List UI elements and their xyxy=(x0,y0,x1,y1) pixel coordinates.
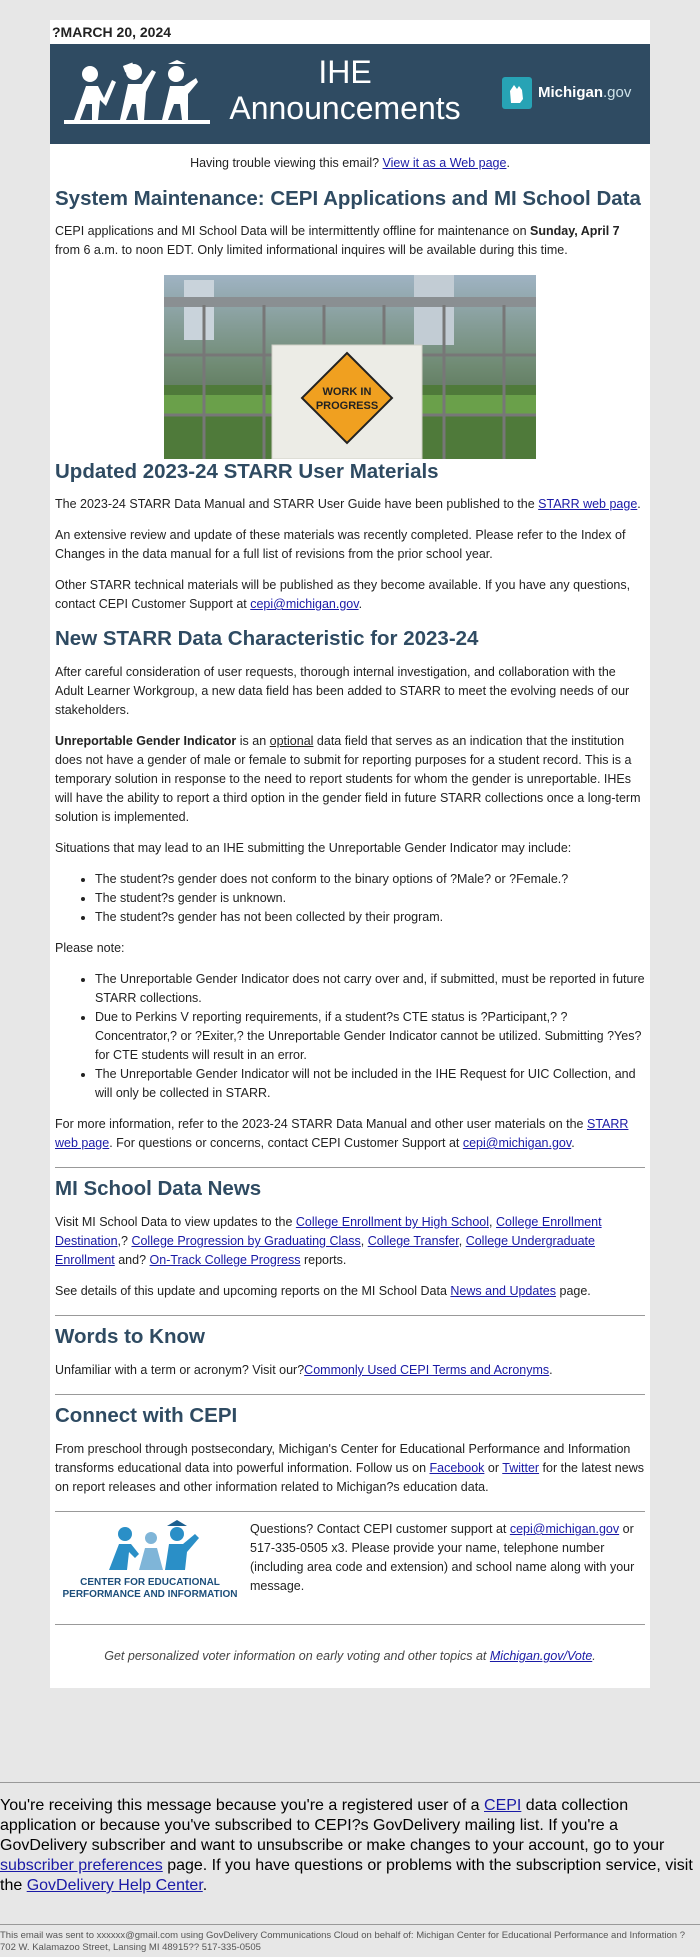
cepi-email-link-2[interactable]: cepi@michigan.gov xyxy=(462,1136,572,1150)
header-banner xyxy=(50,44,650,144)
misd-paragraph-2 xyxy=(55,1282,645,1301)
view-online-line xyxy=(55,156,645,176)
newchar-optional-underline: optional xyxy=(269,734,314,748)
maint-text-b: from 6 a.m. to noon EDT. Only limited informational inquires will be available during this time. xyxy=(55,243,568,257)
connect-p1-end: for the latest news on report releases and other information related to Michigan?s education data. xyxy=(55,1461,644,1494)
college-enrollment-by-high-school-link[interactable]: College Enrollment by High School xyxy=(295,1215,490,1229)
divider xyxy=(55,1167,645,1168)
sign-text-line2: PROGRESS xyxy=(315,400,379,412)
misd-p2-text: See details of this update and upcoming reports on the MI School Data xyxy=(55,1284,451,1298)
newchar-p5-mid: . For questions or concerns, contact CEPI Customer Support at xyxy=(109,1136,463,1150)
misd-sep: ,? xyxy=(117,1234,132,1248)
cepi-figures-icon xyxy=(95,1520,205,1572)
maint-date-bold: Sunday, April 7 xyxy=(530,224,620,238)
trouble-end: . xyxy=(506,156,510,170)
facebook-link[interactable]: Facebook xyxy=(429,1461,485,1475)
children-logo-icon xyxy=(64,60,210,124)
misd-sep: and? xyxy=(114,1253,150,1267)
college-transfer-link[interactable]: College Transfer xyxy=(367,1234,459,1248)
newchar-p2-b: data field that serves as an indication that the institution does not have a gender of male or female to submit for reporting purposes for a student record. This is a temporary solution in response to the need to report students for whom the gender is unreportable. IHEs will have the ability to report a third option in the gender field in future STARR collections once a long-term solution is implemented. xyxy=(55,734,641,824)
list-item: • The Unreportable Gender Indicator does not carry over and, if submitted, must be reported in future STARR collections. xyxy=(95,970,645,1008)
list-item: • The student?s gender has not been collected by their program. xyxy=(95,908,645,927)
newchar-paragraph-2 xyxy=(55,732,645,827)
michigan-word: Michigan xyxy=(538,84,604,101)
divider xyxy=(55,1511,645,1512)
maintenance-heading: System Maintenance: CEPI Applications and MI School Data xyxy=(55,187,641,210)
newchar-p2-a: is an xyxy=(236,734,270,748)
divider xyxy=(55,1394,645,1395)
on-track-college-progress-link[interactable]: On-Track College Progress xyxy=(149,1253,301,1267)
cepi-link[interactable]: CEPI xyxy=(484,1797,522,1814)
newchar-p5-text: For more information, refer to the 2023-24 STARR Data Manual and other user materials on the xyxy=(55,1117,587,1131)
footer-divider xyxy=(0,1782,700,1783)
connect-heading: Connect with CEPI xyxy=(55,1404,238,1427)
twitter-link[interactable]: Twitter xyxy=(502,1461,540,1475)
banner-title-line2: Announcements xyxy=(229,90,461,126)
maint-text-a: CEPI applications and MI School Data will be intermittently offline for maintenance on xyxy=(55,224,531,238)
misd-p1-text: Visit MI School Data to view updates to the xyxy=(55,1215,296,1229)
starr-p1-end: . xyxy=(637,497,641,511)
misd-p1-end: reports. xyxy=(300,1253,347,1267)
mi-school-data-heading: MI School Data News xyxy=(55,1177,262,1200)
maintenance-paragraph xyxy=(55,222,645,260)
contact-text-a: Questions? Contact CEPI customer support at xyxy=(250,1522,510,1536)
new-characteristic-heading: New STARR Data Characteristic for 2023-24 xyxy=(55,627,479,650)
words-p1-end: . xyxy=(549,1363,553,1377)
newchar-paragraph-1: After careful consideration of user requests, thorough internal investigation, and collaboration with the Adult Learner Workgroup, a new data field has been added to STARR to meet the evolving needs of our stakeholders. xyxy=(55,665,630,717)
cepi-logo xyxy=(55,1520,245,1601)
news-and-updates-link[interactable]: News and Updates xyxy=(450,1284,557,1298)
connect-p1-text: From preschool through postsecondary, Michigan's Center for Educational Performance and Information transforms educational data into powerful information. Follow us on xyxy=(55,1442,631,1475)
college-undergraduate-enrollment-link[interactable]: College Undergraduate Enrollment xyxy=(55,1234,595,1267)
issue-date: ?MARCH 20, 2024 xyxy=(52,24,172,40)
list-item: • The student?s gender does not conform to the binary options of ?Male? or ?Female.? xyxy=(95,870,645,889)
misd-sep: , xyxy=(458,1234,466,1248)
subscriber-preferences-link[interactable]: subscriber preferences xyxy=(0,1857,163,1874)
divider xyxy=(55,1315,645,1316)
footer-text-a: You're receiving this message because you're a registered user of a xyxy=(0,1797,485,1814)
starr-paragraph-3 xyxy=(55,576,645,614)
footer-text-b: data collection application or because you've subscribed to CEPI?s GovDelivery mailing list. If you're a GovDelivery subscriber and want to unsubscribe or make changes to your account, go to your xyxy=(0,1797,665,1854)
footer-divider-2 xyxy=(0,1924,700,1925)
vote-paragraph xyxy=(55,1647,645,1688)
work-in-progress-photo xyxy=(164,275,536,459)
starr-p3-text: Other STARR technical materials will be published as they become available. If you have any questions, contact CEPI Customer Support at xyxy=(55,578,631,611)
michigan-gov-logo[interactable] xyxy=(500,77,635,111)
vote-text: Get personalized voter information on early voting and other topics at xyxy=(104,1649,490,1663)
contact-paragraph xyxy=(250,1520,645,1596)
starr-p3-end: . xyxy=(358,597,363,611)
starr-paragraph-2: An extensive review and update of these materials was recently completed. Please refer to the Index of Changes in the data manual for a full list of revisions from the prior school year. xyxy=(55,528,626,561)
starr-web-page-link-2[interactable]: STARR web page xyxy=(55,1117,629,1150)
newchar-indicator-bold: Unreportable Gender Indicator xyxy=(55,734,237,748)
connect-or: or xyxy=(484,1461,503,1475)
divider xyxy=(55,1624,645,1625)
please-note: Please note: xyxy=(55,941,125,955)
gov-word: .gov xyxy=(603,84,632,101)
college-progression-link[interactable]: College Progression by Graduating Class xyxy=(131,1234,361,1248)
misd-paragraph-1 xyxy=(55,1213,645,1270)
vote-end: . xyxy=(592,1649,596,1663)
starr-p1-text: The 2023-24 STARR Data Manual and STARR User Guide have been published to the xyxy=(55,497,539,511)
michigan-gov-text xyxy=(538,84,631,101)
notes-list xyxy=(55,970,645,1103)
subscription-footer xyxy=(0,1796,700,1896)
list-item: • The Unreportable Gender Indicator will not be included in the IHE Request for UIC Collection, and will only be collected in STARR. xyxy=(95,1065,645,1103)
connect-paragraph xyxy=(55,1440,645,1497)
newchar-paragraph-5 xyxy=(55,1115,645,1153)
govdelivery-help-link[interactable]: GovDelivery Help Center xyxy=(26,1877,203,1894)
starr-web-page-link[interactable]: STARR web page xyxy=(538,497,638,511)
cepi-logo-line2: PERFORMANCE AND INFORMATION xyxy=(62,1589,238,1600)
michigan-mitten-icon xyxy=(502,77,532,109)
list-item: • Due to Perkins V reporting requirements, if a student?s CTE status is ?Participant,? ?Concentrator,? or ?Exiter,? the Unreportable Gender Indicator cannot be utilized. Submitting ?Yes? for CTE students will result in an error. xyxy=(95,1008,645,1065)
terms-and-acronyms-link[interactable]: Commonly Used CEPI Terms and Acronyms xyxy=(304,1363,550,1377)
trouble-text: Having trouble viewing this email? xyxy=(190,156,383,170)
starr-heading: Updated 2023-24 STARR User Materials xyxy=(55,460,439,483)
list-item: • The student?s gender is unknown. xyxy=(95,889,645,908)
words-paragraph xyxy=(55,1361,645,1380)
cepi-logo-line1: CENTER FOR EDUCATIONAL xyxy=(80,1577,220,1588)
college-enrollment-destination-link[interactable]: College Enrollment Destination xyxy=(55,1215,602,1248)
words-p1-text: Unfamiliar with a term or acronym? Visit our? xyxy=(55,1363,305,1377)
cepi-email-link[interactable]: cepi@michigan.gov xyxy=(250,597,359,611)
situations-list xyxy=(55,870,645,927)
view-web-page-link[interactable]: View it as a Web page xyxy=(382,156,507,170)
misd-sep: , xyxy=(489,1215,496,1229)
sent-to-footer: This email was sent to xxxxxx@gmail.com using GovDelivery Communications Cloud on behalf of: Michigan Center for Educational Performance and Information ? 702 W. Kalamazoo Street, Lansing MI 48915?? 517-335-0505 xyxy=(0,1930,685,1953)
banner-title xyxy=(225,54,465,126)
footer-text-d: . xyxy=(202,1877,208,1894)
newchar-paragraph-3: Situations that may lead to an IHE submitting the Unreportable Gender Indicator may include: xyxy=(55,841,572,855)
misd-sep: , xyxy=(360,1234,368,1248)
footer-text-c: page. If you have questions or problems with the subscription service, visit the xyxy=(0,1857,693,1894)
contact-text-b: or 517-335-0505 x3. Please provide your name, telephone number (including area code and extension) and school name along with your message. xyxy=(250,1522,635,1593)
contact-block xyxy=(55,1520,645,1618)
banner-title-line1: IHE xyxy=(318,54,372,90)
email-container xyxy=(50,20,650,1688)
newchar-p5-end: . xyxy=(571,1136,575,1150)
michigan-vote-link[interactable]: Michigan.gov/Vote xyxy=(489,1649,593,1663)
starr-paragraph-1 xyxy=(55,495,645,514)
cepi-email-link-3[interactable]: cepi@michigan.gov xyxy=(509,1522,620,1536)
words-to-know-heading: Words to Know xyxy=(55,1325,205,1348)
misd-p2-end: page. xyxy=(556,1284,591,1298)
sign-text-line1: WORK IN xyxy=(322,386,372,398)
